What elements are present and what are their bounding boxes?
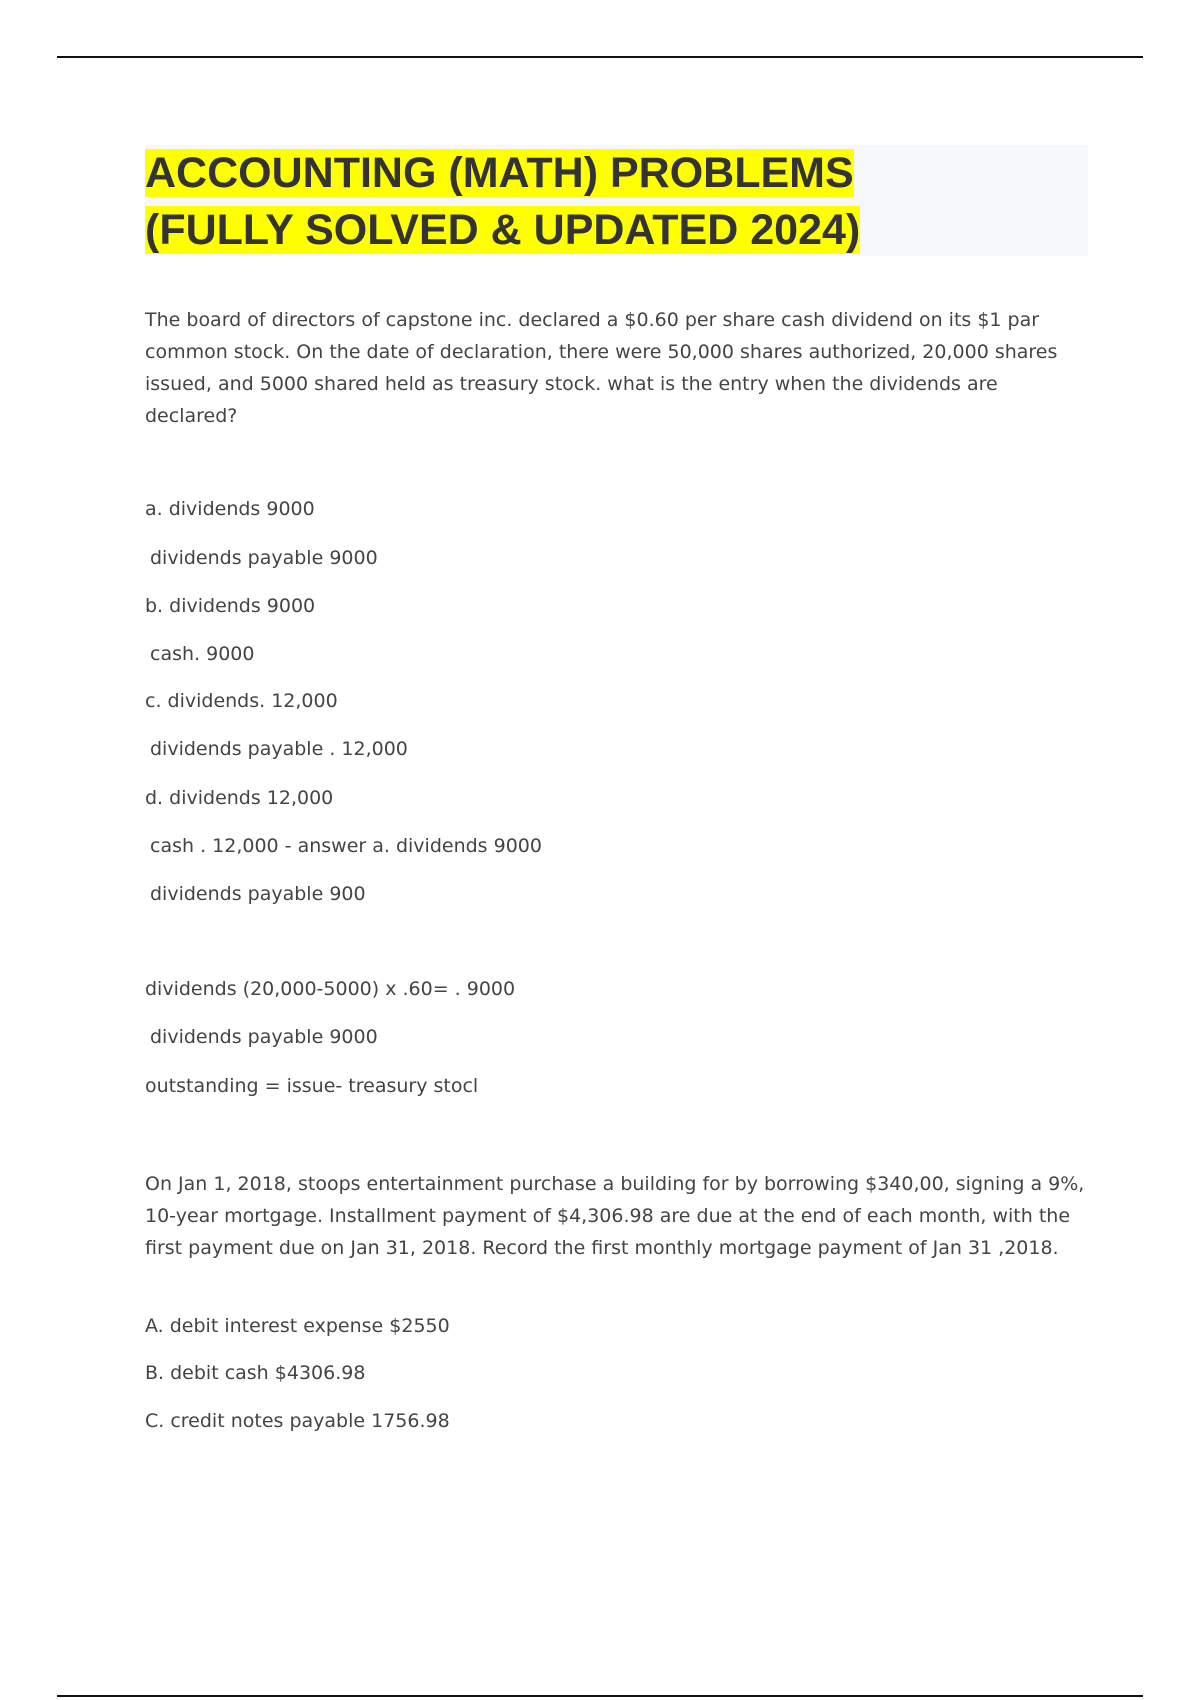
bottom-rule (57, 1695, 1143, 1697)
q1-option-line: b. dividends 9000 (145, 595, 316, 617)
title-block (145, 145, 1088, 256)
document-title (145, 145, 1088, 259)
q1-answer-line: dividends payable 900 (150, 883, 366, 905)
q1-answer-line: cash . 12,000 - answer a. dividends 9000 (150, 835, 542, 857)
question-1-text: The board of directors of capstone inc. declared a $0.60 per share cash dividend on its $1 par common stock. On the date of declaration, there were 50,000 shares authorized, 20,000 shares issued, and 5000 shared held as treasury stock. what is the entry when the dividends are declared? (145, 309, 1058, 427)
top-rule (57, 56, 1143, 58)
q1-work-line: dividends payable 9000 (150, 1026, 378, 1048)
title-line-1: ACCOUNTING (MATH) PROBLEMS (145, 149, 854, 197)
q2-option-line: B. debit cash $4306.98 (145, 1362, 366, 1384)
q1-option-line: a. dividends 9000 (145, 498, 315, 520)
q1-work-line: dividends (20,000-5000) x .60= . 9000 (145, 978, 516, 1000)
title-line-2: (FULLY SOLVED & UPDATED 2024) (145, 206, 861, 254)
q1-option-line: cash. 9000 (150, 643, 255, 665)
q1-option-line: dividends payable 9000 (150, 547, 378, 569)
q1-option-line: c. dividends. 12,000 (145, 690, 338, 712)
q2-option-line: C. credit notes payable 1756.98 (145, 1410, 450, 1432)
q2-option-line: A. debit interest expense $2550 (145, 1315, 450, 1337)
q1-work-line: outstanding = issue- treasury stocl (145, 1075, 479, 1097)
q1-option-line: d. dividends 12,000 (145, 787, 334, 809)
q1-option-line: dividends payable . 12,000 (150, 738, 408, 760)
question-2-text: On Jan 1, 2018, stoops entertainment purchase a building for by borrowing $340,00, signing a 9%, 10-year mortgage. Installment payment of $4,306.98 are due at the end of each month, with the first payment due on Jan 31, 2018. Record the first monthly mortgage payment of Jan 31 ,2018. (145, 1173, 1085, 1259)
